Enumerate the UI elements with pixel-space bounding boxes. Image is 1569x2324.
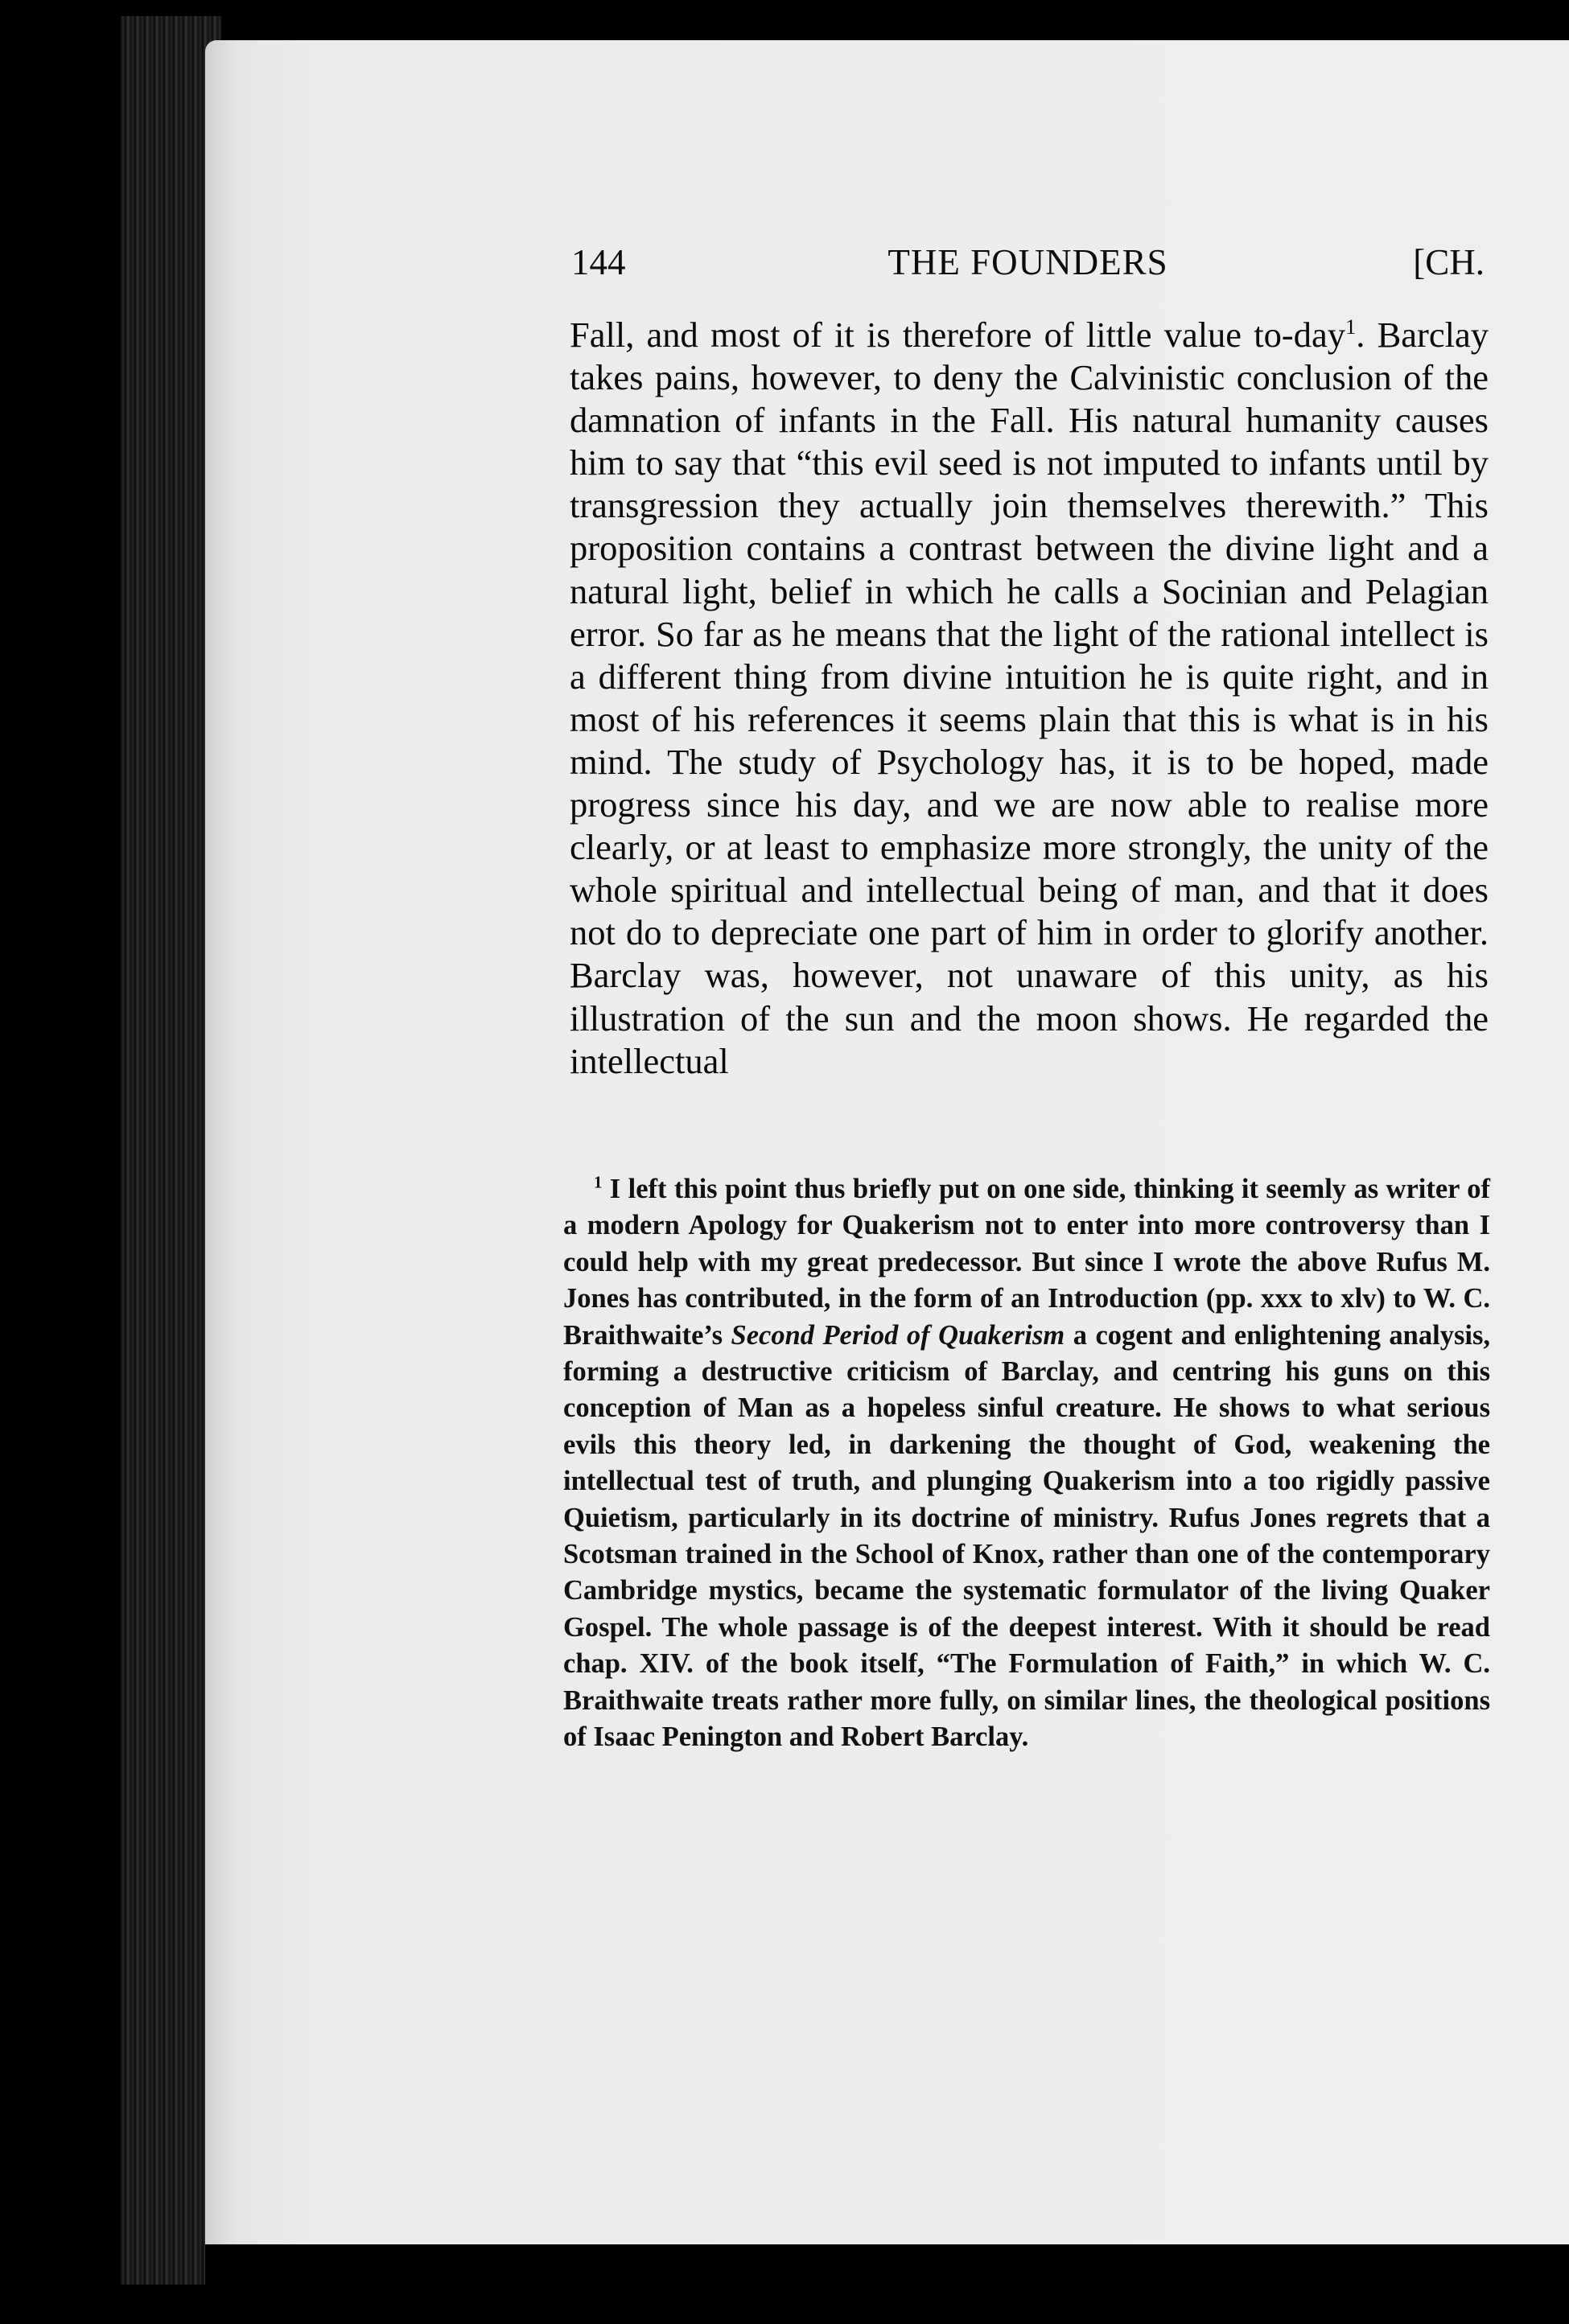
footnote-paragraph [563,1171,1490,1756]
footnote-text-start: I left this point thus briefly put on one side, thinking it seemly as writer of a modern Apology for Quakerism not to enter into more controversy than I could help with my great predecessor. But since I wrote the above Rufus M. Jones has contributed, in the form of an Introduction (pp. xxx to xlv) to W. C. Braithwaite’s [563,1174,1490,1351]
chapter-mark: [CH. [1413,242,1485,282]
footnote-reference: 1 [1345,315,1357,339]
footnote-marker: 1 [594,1174,603,1192]
running-title: THE FOUNDERS [887,242,1168,282]
body-text-rest: . Barclay takes pains, however, to deny the Calvinistic conclusion of the damnation of infants in the Fall. His natural humanity causes him to say that “this evil seed is not imputed to infants until by transgression they actually join themselves therewith.” This proposition contains a contrast between the divine light and a natural light, belief in which he calls a Socinian and Pelagian error. So far as he means that the light of the rational intellect is a different thing from divine intuition he is quite right, and in most of his references it seems plain that this is what is in his mind. The study of Psychology has, it is to be hoped, made progress since his day, and we are now able to realise more clearly, or at least to emphasize more strongly, the unity of the whole spiritual and intellectual being of man, and that it does not do to depreciate one part of him in order to glorify another. Barclay was, however, not unaware of this unity, as his illustration of the sun and the moon shows. He regarded the intellectual [570,315,1489,1081]
footnote-text-rest: a cogent and enlightening analysis, forming a destructive criticism of Barclay, and centring his guns on this conception of Man as a hopeless sinful creature. He shows to what serious evils this theory led, in darkening the thought of God, weakening the intellectual test of truth, and plunging Quakerism into a too rigidly passive Quietism, particularly in its doctrine of ministry. Rufus Jones regrets that a Scotsman trained in the School of Knox, rather than one of the contemporary Cambridge mystics, became the systematic formulator of the living Quaker Gospel. The whole passage is of the deepest interest. With it should be read chap. XIV. of the book itself, “The Formulation of Faith,” in which W. C. Braithwaite treats rather more fully, on similar lines, the theological positions of Isaac Penington and Robert Barclay. [563,1319,1491,1753]
page-number: 144 [571,242,626,282]
footnote-book-title: Second Period of Quakerism [731,1319,1065,1351]
page-bottom-shadow [205,2244,1569,2324]
running-header [571,241,1485,290]
body-text-start: Fall, and most of it is therefore of little value to-day [570,315,1345,355]
main-text [570,314,1489,1083]
footnote [563,1171,1490,1756]
body-paragraph [570,314,1489,1083]
